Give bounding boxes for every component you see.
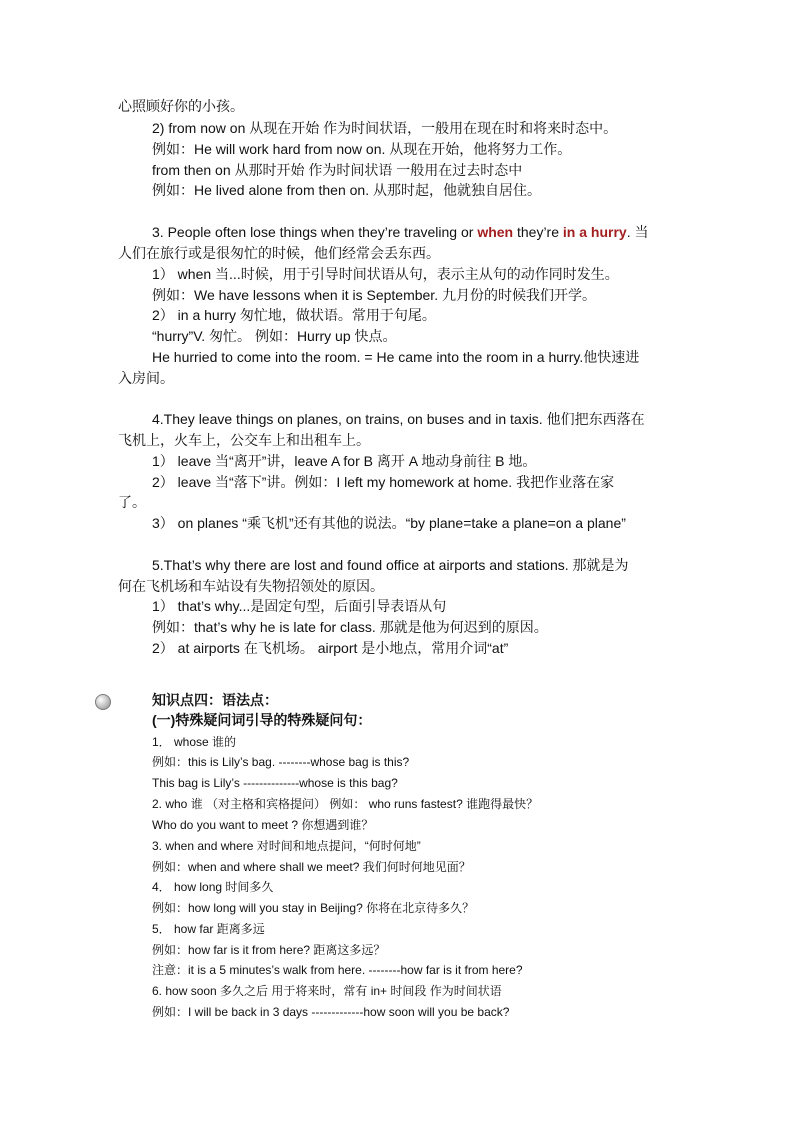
text-line: 例如：He will work hard from now on. 从现在开始，他将努力工作。 [152, 141, 572, 157]
text-line: 入房间。 [118, 370, 174, 386]
sentence-3-line [152, 222, 648, 242]
text-line: “hurry”V. 匆忙。 例如：Hurry up 快点。 [152, 328, 397, 344]
text-line: 1） leave 当“离开”讲，leave A for B 离开 A 地动身前往 B 地。 [152, 453, 537, 469]
text-line: 2） leave 当“落下”讲。例如：I left my homework at home. 我把作业落在家 [152, 474, 615, 490]
text-line: 4.They leave things on planes, on trains, on buses and in taxis. 他们把东西落在 [152, 411, 645, 427]
text-line: 5． how far 距离多远 [152, 922, 265, 936]
text-line: 1． whose 谁的 [152, 735, 237, 749]
text-line: This bag is Lily’s --------------whose is this bag? [152, 776, 398, 790]
text-run: 3. People often lose things when they’re traveling or [152, 224, 478, 240]
text-line: 1） that’s why...是固定句型，后面引导表语从句 [152, 598, 447, 614]
text-line: 2. who 谁 （对主格和宾格提问） 例如： who runs fastest? 谁跑得最快？ [152, 797, 539, 811]
subsection-heading: (一)特殊疑问词引导的特殊疑问句： [152, 712, 372, 728]
text-line: 例如：I will be back in 3 days -------------how soon will you be back? [152, 1005, 510, 1019]
bullet-icon [95, 694, 111, 710]
highlight-in-a-hurry: in a hurry [562, 224, 627, 240]
text-line: He hurried to come into the room. = He came into the room in a hurry.他快速进 [152, 349, 640, 365]
text-run: . 当 [626, 224, 649, 240]
section-heading: 知识点四：语法点： [152, 692, 278, 708]
text-line: 心照顾好你的小孩。 [118, 98, 244, 114]
text-line: Who do you want to meet ? 你想遇到谁？ [152, 818, 374, 832]
text-line: 例如：We have lessons when it is September. 九月份的时候我们开学。 [152, 287, 596, 303]
text-line: from then on 从那时开始 作为时间状语 一般用在过去时态中 [152, 162, 523, 178]
text-line: 例如：how far is it from here? 距离这多远？ [152, 943, 386, 957]
text-line: 例如：that’s why he is late for class. 那就是他为何迟到的原因。 [152, 619, 548, 635]
text-line: 例如：this is Lily’s bag. --------whose bag is this? [152, 755, 410, 769]
text-run: they’re [513, 224, 563, 240]
text-line: 例如：He lived alone from then on. 从那时起，他就独自居住。 [152, 182, 541, 198]
text-line: 6. how soon 多久之后 用于将来时，常有 in+ 时间段 作为时间状语 [152, 984, 502, 998]
text-line: 2） at airports 在飞机场。 airport 是小地点，常用介词“at” [152, 640, 509, 656]
text-line: 5.That’s why there are lost and found office at airports and stations. 那就是为 [152, 557, 629, 573]
text-line: 3. when and where 对时间和地点提问，“何时何地” [152, 839, 421, 853]
highlight-when: when [477, 224, 514, 240]
text-line: 何在飞机场和车站设有失物招领处的原因。 [118, 578, 384, 594]
text-line: 1） when 当...时候，用于引导时间状语从句，表示主从句的动作同时发生。 [152, 266, 619, 282]
text-line: 2) from now on 从现在开始 作为时间状语，一般用在现在时和将来时态中。 [152, 120, 618, 136]
text-line: 飞机上，火车上，公交车上和出租车上。 [118, 432, 370, 448]
text-line: 4． how long 时间多久 [152, 880, 274, 894]
text-line: 例如：when and where shall we meet? 我们何时何地见面？ [152, 860, 471, 874]
text-line: 人们在旅行或是很匆忙的时候，他们经常会丢东西。 [118, 245, 440, 261]
text-line: 注意：it is a 5 minutes’s walk from here. --------how far is it from here? [152, 963, 523, 977]
text-line: 3） on planes “乘飞机”还有其他的说法。“by plane=take a plane=on a plane” [152, 515, 626, 531]
text-line: 2） in a hurry 匆忙地，做状语。常用于句尾。 [152, 307, 436, 323]
text-line: 例如：how long will you stay in Beijing? 你将在北京待多久？ [152, 901, 475, 915]
text-line: 了。 [118, 494, 146, 510]
